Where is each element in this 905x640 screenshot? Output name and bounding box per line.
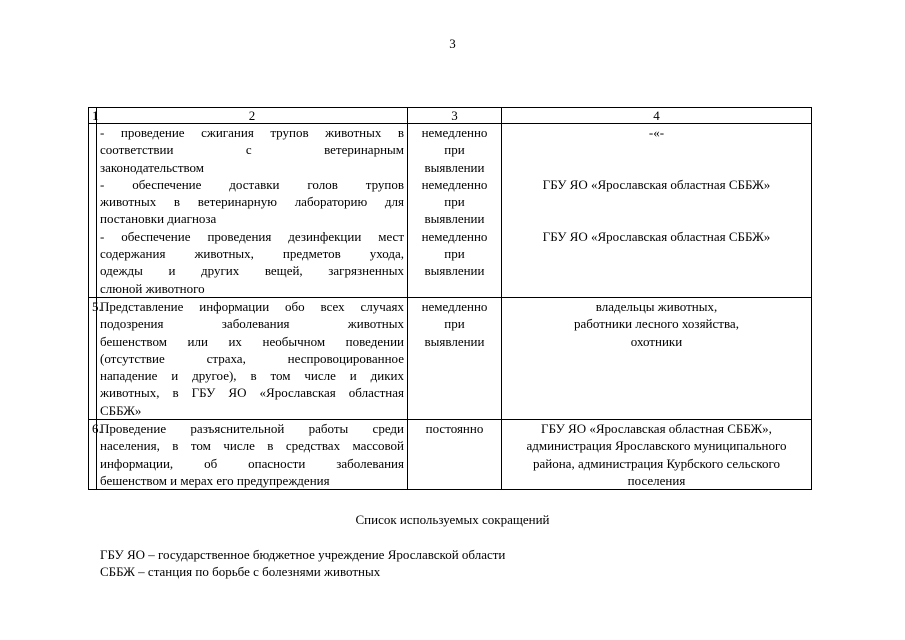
action-cell — [97, 124, 408, 298]
row-number: 6. — [89, 420, 97, 490]
row-number — [89, 124, 97, 298]
responsible-cell — [502, 124, 812, 298]
action-line: Представление информации обо всех случаях — [100, 298, 404, 314]
action-line: одежды и других вещей, загрязненных — [100, 263, 404, 279]
table-row — [89, 420, 812, 490]
responsible-line: администрация Ярославского муниципального — [526, 438, 787, 454]
term-line: при — [444, 316, 465, 332]
term-line: выявлении — [424, 159, 485, 175]
action-line: законодательством — [100, 159, 205, 175]
responsible-line: охотники — [630, 333, 683, 349]
term-line: немедленно — [421, 176, 488, 192]
term-line: немедленно — [421, 228, 488, 244]
action-line: - обеспечение проведения дезинфекции мест — [100, 228, 404, 244]
measures-table — [88, 107, 812, 490]
term-line: при — [444, 142, 465, 158]
row-number: 5. — [89, 297, 97, 419]
abbreviation-item: СББЖ – станция по борьбе с болезнями животных — [100, 564, 381, 579]
action-line: бешенством и мерах его предупреждения — [100, 472, 330, 488]
action-line: (отсутствие страха, неспровоцированное — [100, 350, 404, 366]
responsible-line: ГБУ ЯО «Ярославская областная СББЖ», — [541, 421, 772, 437]
action-line: содержания животных, предметов ухода, — [100, 246, 404, 262]
header-col-2: 2 — [97, 108, 408, 124]
action-line: животных в ветеринарную лабораторию для — [100, 194, 404, 210]
responsible-cell — [502, 297, 812, 419]
term-cell — [408, 124, 502, 298]
term-line: немедленно — [421, 125, 488, 140]
term-line: выявлении — [424, 333, 485, 349]
term-line: выявлении — [424, 211, 485, 227]
table-header-row — [89, 108, 812, 124]
responsible-line: владельцы животных, — [595, 298, 718, 314]
action-line: бешенством или их необычном поведении — [100, 333, 404, 349]
action-cell — [97, 297, 408, 419]
term-line: немедленно — [421, 298, 488, 314]
responsible-line: ГБУ ЯО «Ярославская областная СББЖ» — [542, 228, 771, 244]
responsible-line: ГБУ ЯО «Ярославская областная СББЖ» — [542, 176, 771, 192]
action-line: подозрения заболевания животных — [100, 316, 404, 332]
abbreviations-title: Список используемых сокращений — [355, 512, 550, 527]
action-cell — [97, 420, 408, 490]
abbreviation-item: ГБУ ЯО – государственное бюджетное учреждение Ярославской области — [100, 547, 506, 562]
header-col-4: 4 — [502, 108, 812, 124]
responsible-line: -«- — [648, 125, 665, 140]
action-line: постановки диагноза — [100, 211, 217, 227]
action-line: слюной животного — [100, 280, 205, 296]
term-line: при — [444, 194, 465, 210]
action-line: СББЖ» — [100, 402, 142, 418]
action-line: информации, об опасности заболевания — [100, 455, 404, 471]
term-line: выявлении — [424, 263, 485, 279]
header-col-1: 1 — [89, 108, 97, 124]
term-cell — [408, 297, 502, 419]
responsible-line: района, администрация Курбского сельского — [533, 455, 780, 471]
table-row — [89, 124, 812, 298]
abbreviations-list — [100, 546, 505, 580]
action-line: - обеспечение доставки голов трупов — [100, 176, 404, 192]
term-cell — [408, 420, 502, 490]
term-line: постоянно — [425, 421, 484, 437]
action-line: нападение и другое), в том числе и диких — [100, 368, 404, 384]
action-line: соответствии с ветеринарным — [100, 142, 404, 158]
responsible-line: поселения — [627, 472, 686, 488]
header-col-3: 3 — [408, 108, 502, 124]
action-line: - проведение сжигания трупов животных в — [100, 125, 404, 140]
responsible-cell — [502, 420, 812, 490]
responsible-line: работники лесного хозяйства, — [574, 316, 739, 332]
action-line: Проведение разъяснительной работы среди — [100, 421, 404, 437]
action-line: населения, в том числе в средствах массовой — [100, 438, 404, 454]
page-number: 3 — [449, 36, 456, 51]
term-line: при — [444, 246, 465, 262]
action-line: животных, в ГБУ ЯО «Ярославская областная — [100, 385, 404, 401]
table-row — [89, 297, 812, 419]
